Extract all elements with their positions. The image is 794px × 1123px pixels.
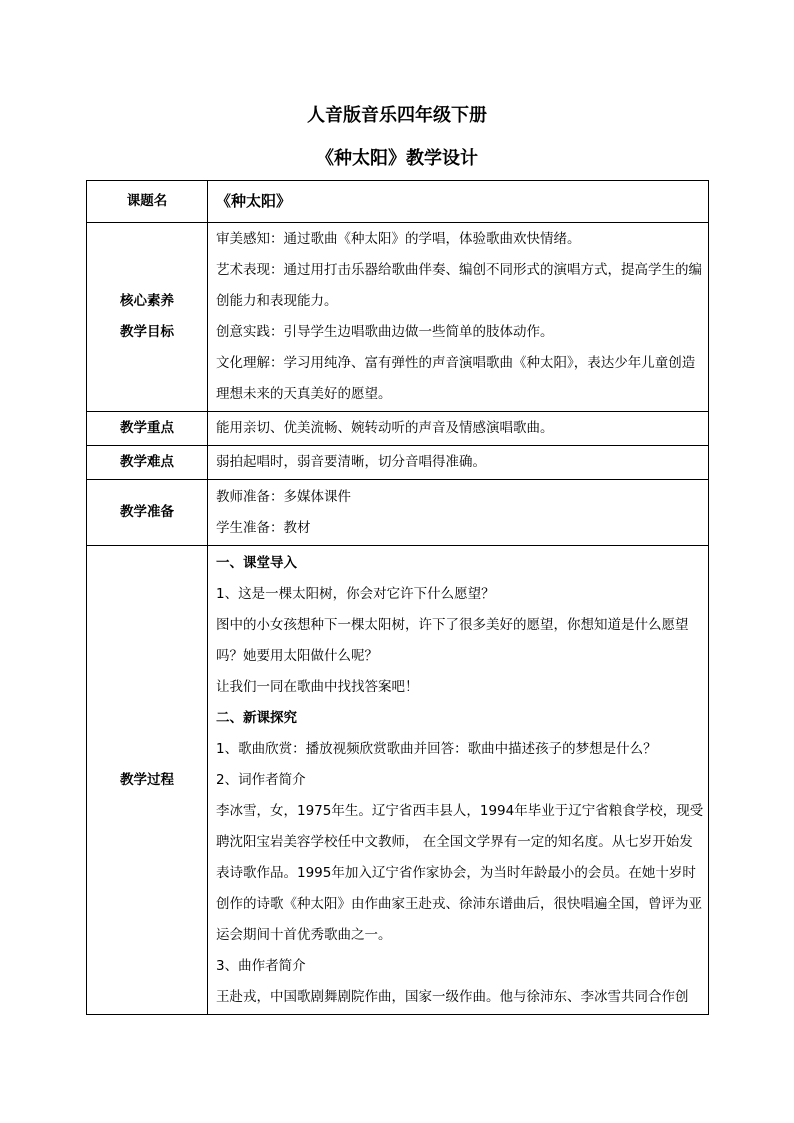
preparation-item: 学生准备：教材 bbox=[216, 519, 311, 536]
table-row-goals bbox=[87, 223, 709, 412]
table-row-key-points bbox=[87, 412, 709, 446]
goals-label-line2: 教学目标 bbox=[120, 324, 174, 340]
topic-value: 《种太阳》 bbox=[216, 191, 292, 210]
goal-item: 文化理解：学习用纯净、富有弹性的声音演唱歌曲《种太阳》，表达少年儿童创造理想未来的天真美好的愿望。 bbox=[216, 355, 696, 402]
process-item: 1、歌曲欣赏：播放视频欣赏歌曲并回答：歌曲中描述孩子的梦想是什么？ bbox=[216, 740, 657, 757]
goals-label bbox=[87, 223, 208, 412]
key-points-value: 能用亲切、优美流畅、婉转动听的声音及情感演唱歌曲。 bbox=[208, 412, 709, 446]
process-item: 李冰雪，女，1975年生。辽宁省西丰县人，1994年毕业于辽宁省粮食学校，现受聘沈阳宝岩美容学校任中文教师， 在全国文学界有一定的知名度。从七岁开始发表诗歌作品。1995年加入辽宁省作家协会，为当时年龄最小的会员。在她十岁时创作的诗歌《种太阳》由作曲家王赴戎、徐沛东谱曲后，很快唱遍全国，曾评为亚运会期间十首优秀歌曲之一。 bbox=[216, 802, 704, 943]
document-subtitle: 《种太阳》教学设计 bbox=[316, 148, 478, 169]
process-item: 2、词作者简介 bbox=[216, 771, 306, 788]
preparation-label: 教学准备 bbox=[87, 480, 208, 546]
process-item: 王赴戎，中国歌剧舞剧院作曲，国家一级作曲。他与徐沛东、李冰雪共同合作创 bbox=[216, 988, 689, 1005]
process-content bbox=[208, 546, 709, 1015]
topic-value-cell bbox=[208, 181, 709, 223]
topic-label: 课题名 bbox=[87, 181, 208, 223]
document-title: 人音版音乐四年级下册 bbox=[307, 105, 487, 126]
goal-item: 艺术表现：通过用打击乐器给歌曲伴奏、编创不同形式的演唱方式，提高学生的编创能力和表现能力。 bbox=[216, 262, 702, 309]
difficulties-value: 弱拍起唱时，弱音要清晰，切分音唱得准确。 bbox=[208, 446, 709, 480]
lesson-plan-table bbox=[86, 180, 709, 1015]
goal-item: 审美感知：通过歌曲《种太阳》的学唱，体验歌曲欢快情绪。 bbox=[216, 231, 581, 247]
goal-item: 创意实践：引导学生边唱歌曲边做一些简单的肢体动作。 bbox=[216, 324, 554, 340]
table-row-preparation bbox=[87, 480, 709, 546]
preparation-item: 教师准备：多媒体课件 bbox=[216, 488, 351, 505]
goals-label-line1: 核心素养 bbox=[120, 293, 174, 309]
process-item: 让我们一同在歌曲中找找答案吧！ bbox=[216, 678, 419, 695]
table-row-process bbox=[87, 546, 709, 1015]
goals-content bbox=[208, 223, 709, 412]
difficulties-label: 教学难点 bbox=[87, 446, 208, 480]
process-item: 3、曲作者简介 bbox=[216, 957, 306, 974]
process-section-title: 二、新课探究 bbox=[216, 709, 297, 726]
process-section-title: 一、课堂导入 bbox=[216, 554, 297, 571]
table-row-topic bbox=[87, 181, 709, 223]
preparation-content bbox=[208, 480, 709, 546]
process-label: 教学过程 bbox=[87, 546, 208, 1015]
table-row-difficulties bbox=[87, 446, 709, 480]
process-item: 1、这是一棵太阳树，你会对它许下什么愿望？ bbox=[216, 585, 495, 602]
key-points-label: 教学重点 bbox=[87, 412, 208, 446]
process-item: 图中的小女孩想种下一棵太阳树，许下了很多美好的愿望，你想知道是什么愿望吗？她要用太阳做什么呢？ bbox=[216, 616, 689, 664]
